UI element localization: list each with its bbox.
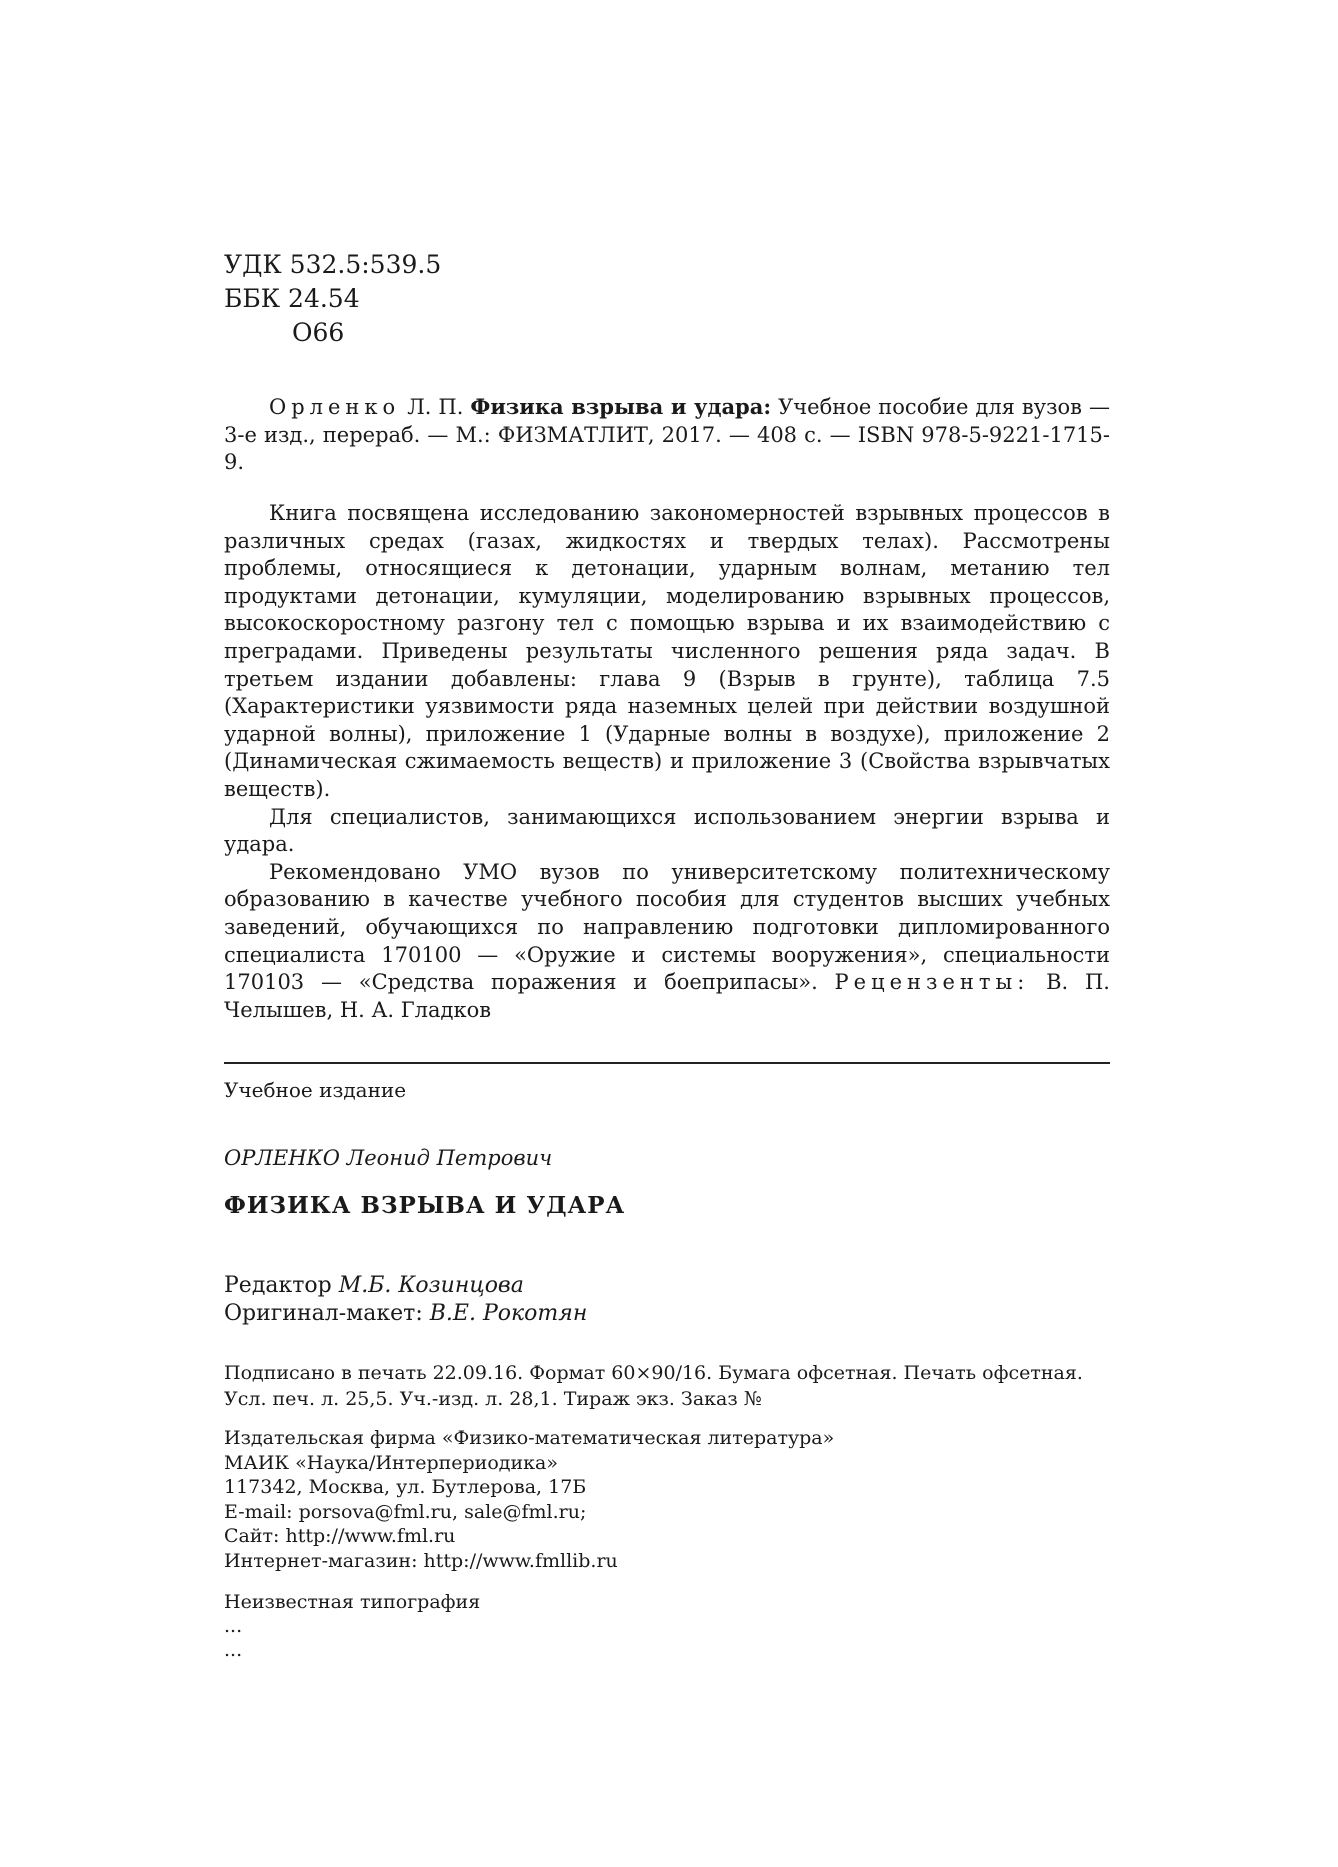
print-line: Усл. печ. л. 25,5. Уч.-изд. л. 28,1. Тираж экз. Заказ № bbox=[224, 1388, 762, 1410]
horizontal-rule bbox=[224, 1062, 1110, 1064]
publisher-shop: Интернет-магазин: http://www.fmllib.ru bbox=[224, 1549, 618, 1572]
reviewers-label: Рецензенты: bbox=[834, 970, 1030, 995]
typography-line: ... bbox=[224, 1615, 243, 1637]
classification-block bbox=[224, 248, 441, 350]
biblio-author: Орленко bbox=[269, 395, 401, 419]
abstract bbox=[224, 500, 1110, 1024]
reviewers-names: В. П. Челышев, Н. А. Гладков bbox=[224, 970, 1110, 1022]
recommendation-text: Рекомендовано УМО вузов по университетскому политехническому образованию в качестве учебного пособия для студентов высших учебных заведений, обучающихся по направлению подготовки дипломированного специалиста 170100 — «Оружие и системы вооружения», специальности 170103 — «Средства поражения и боеприпасы». bbox=[224, 859, 1110, 995]
publisher-line: Издательская фирма «Физико-математическая литература» bbox=[224, 1427, 835, 1449]
publisher-line: МАИК «Наука/Интерпериодика» bbox=[224, 1451, 558, 1474]
editor-label: Редактор bbox=[224, 1273, 332, 1298]
publisher-email: E-mail: porsova@fml.ru, sale@fml.ru; bbox=[224, 1500, 587, 1523]
author-surname: ОРЛЕНКО bbox=[224, 1146, 340, 1170]
book-title: ФИЗИКА ВЗРЫВА И УДАРА bbox=[224, 1192, 626, 1219]
layout-line bbox=[224, 1300, 587, 1328]
abstract-recommendation bbox=[224, 859, 1110, 1025]
colophon-author bbox=[224, 1146, 552, 1170]
abstract-paragraph: Книга посвящена исследованию закономерностей взрывных процессов в различных средах (газах, жидкостях и твердых телах). Рассмотрены проблемы, относящиеся к детонации, ударным волнам, метанию тел продуктами детонации, кумуляции, моделированию взрывных процессов, высокоскоростному разгону тел с помощью взрыва и их взаимодействию с преградами. Приведены результаты численного решения ряда задач. В третьем издании добавлены: глава 9 (Взрыв в грунте), таблица 7.5 (Характеристики уязвимости ряда наземных целей при действии воздушной ударной волны), приложение 1 (Ударные волны в воздухе), приложение 2 (Динамическая сжимаемость веществ) и приложение 3 (Свойства взрывчатых веществ). bbox=[224, 501, 1110, 801]
udk-code: УДК 532.5:539.5 bbox=[224, 250, 442, 279]
biblio-initials: Л. П. bbox=[407, 395, 464, 419]
publisher-site: Сайт: http://www.fml.ru bbox=[224, 1525, 456, 1547]
bibliographic-record bbox=[224, 393, 1110, 477]
editor-line bbox=[224, 1272, 587, 1300]
bbk-code: ББК 24.54 bbox=[224, 284, 360, 313]
layout-name: В.Е. Рокотян bbox=[429, 1301, 588, 1326]
editor-name: М.Б. Козинцова bbox=[338, 1273, 524, 1298]
author-sign: О66 bbox=[292, 318, 345, 347]
abstract-audience: Для специалистов, занимающихся использованием энергии взрыва и удара. bbox=[224, 804, 1110, 857]
author-name: Леонид Петрович bbox=[346, 1146, 553, 1170]
typography-line: ... bbox=[224, 1639, 243, 1661]
print-line: Подписано в печать 22.09.16. Формат 60×90/16. Бумага офсетная. Печать офсетная. bbox=[224, 1362, 1083, 1384]
typography-line: Неизвестная типография bbox=[224, 1591, 481, 1613]
publisher-info bbox=[224, 1426, 834, 1573]
edition-type: Учебное издание bbox=[224, 1078, 407, 1102]
layout-label: Оригинал-макет: bbox=[224, 1301, 423, 1326]
biblio-title: Физика взрыва и удара: bbox=[470, 394, 772, 419]
biblio-details: Учебное пособие для вузов — 3-е изд., перераб. — М.: ФИЗМАТЛИТ, 2017. — 408 с. — ISBN 978-5-9221-1715-9. bbox=[224, 395, 1110, 475]
typography-info bbox=[224, 1590, 480, 1662]
print-details bbox=[224, 1360, 1083, 1412]
publisher-address: 117342, Москва, ул. Бутлерова, 17Б bbox=[224, 1476, 587, 1498]
staff-credits bbox=[224, 1272, 587, 1328]
